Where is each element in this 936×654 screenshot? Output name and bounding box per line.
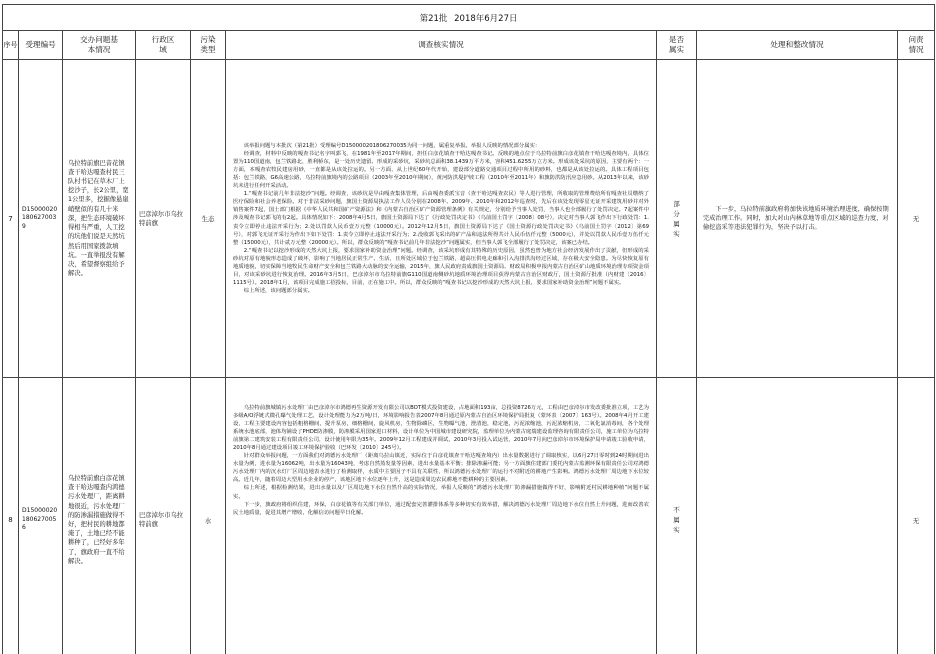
inspection-table bbox=[2, 4, 935, 654]
batch-date: 2018年6月27日 bbox=[454, 13, 518, 24]
row-no: 8 bbox=[3, 378, 19, 654]
table-row bbox=[3, 378, 935, 654]
header-id: 受理编号 bbox=[19, 31, 63, 60]
row-accountability: 无 bbox=[898, 378, 935, 654]
row-pollution: 水 bbox=[191, 378, 226, 654]
header-region: 行政区域 bbox=[136, 31, 191, 60]
row-issue: 乌拉特前旗巴音花镇查干哈达嘎查村民三队村书记在草木厂上挖沙子，长2公里，宽1公里多，挖掘像悬崖峭壁似的有几十米深，把生态环境破坏得相当严重，人工挖的坑他们说是天然坑然后用国家拨款填坑。一直举报没有解决，希望督察组给予解决。 bbox=[63, 60, 136, 378]
row-no: 7 bbox=[3, 60, 19, 378]
investigation-paragraph: 经调查，材料中反映的嘎查书记名字叫郭飞，在1981年至2017年期间，担任白彦花镇查干哈达嘎查书记。反映的地点位于乌拉特前旗白彦花镇查干哈达嘎查境内，具体位置为110国道南，包兰铁路北，胜利桥东，是一处历史遗留、形成的采砂坑，采砂坑总面积38.1439万平方米，容积451.6255万立方米。形成该处采坑的原因，主要有两个：一方面，本嘎查农牧民建房用砂，一直都是从该处拉运的。另一方面，从上世纪60年代开始，建设部分道路交通项目过程中所用的砂料，也都是从该处拉运的。具体工程项目包括：包兰铁路，G6高速公路，乌拉特前旗境内的公路项目（2003年至2010年期间），黄河防洪堤护坡工程（2010年至2011年）和旗防洪防汛应急用砂。从2013年以来，该砂坑未进行任何开采活动。 bbox=[233, 151, 649, 190]
row-valid-text: 部分属实 bbox=[673, 199, 680, 238]
investigation-paragraph: 下一步，旗政府将组织住建，环保，白彦花镇等有关部门单位，通过配套完善灌排体系等多种切实有效举措，解决鸿德污水处理厂周边地下水位自然上升问题，进而改善农民土地质量，促进其增产增收，化解信访问题早日化解。 bbox=[233, 501, 649, 516]
header-row bbox=[3, 31, 935, 60]
investigation-paragraph: 该举报问题与本批次（第21批）受理编号D150000201806270035为同一问题，属重复举报。举报人反映的情况部分属实： bbox=[243, 143, 541, 150]
row-id: D150000201806270039 bbox=[19, 60, 63, 378]
header-valid: 是否属实 bbox=[657, 31, 697, 60]
batch-label: 第21批 bbox=[419, 13, 448, 24]
investigation-paragraph: 2.“嘎查书记以挖沙形成的天然大坑上报，要求国家补助资金治理”问题。经调查，该采坑形成有其特殊的历史原因，虽然也曾为地方社会经济发展作出了贡献，但形成的采砂坑对原有地貌形态造成了破坏，影响了当地居民正常生产、生活，且所处区域位于包兰铁路，超高压供电走廊和引入沟排洪沟经过区域，存在极大安全隐患。为尽快恢复原有地质地貌，切实保障当地牧民生命财产安全和包兰铁路大动脉的安全运输，2015年，旗人民政府责成旗国土资源局、财政局积极申报内蒙古自治区矿山地质环境治理专项资金项目，对该采砂坑进行恢复治理。2016年3月5日，巴彦淖尔市乌拉特前旗G110国道南侧砂坑地质环境治理项目获得内蒙古自治区财政厅，国土资源厅批准（内财建〔2016〕1115号）。2018年1月，该项目完成施工招投标，目前，正在施工中。所以，群众反映的“嘎查书记以挖沙形成的天然大坑上报，要求国家补助资金治理”问题不属实。 bbox=[233, 247, 649, 286]
row-issue: 乌拉特前旗白彦花镇查干哈达嘎查内鸿德污水处理厂，距离耕地很近，污水处理厂的防渗漏措施做得不好，把村民的耕地都淹了，土地已经不能耕种了，已经好多年了，旗政府一直不给解决。 bbox=[63, 378, 136, 654]
row-investigation bbox=[226, 378, 657, 654]
header-issue: 交办问题基本情况 bbox=[63, 31, 136, 60]
row-accountability: 无 bbox=[898, 60, 935, 378]
row-action: 下一步，乌拉特前旗政府将加快该地质环境治理进度，确保按期完成治理工作。同时，加大对山内林草地等重点区域的巡查力度，对偷挖盗采等违法犯罪行为，坚决予以打击。 bbox=[697, 60, 898, 378]
investigation-paragraph: 针对群众举报问题，一方面我们对鸿德污水处理厂（距离乌拉山镇近，实际位于白彦花镇查干哈达嘎查境内）出水量数据进行了调取核实，以6月27日零时到24时期间进出水量为例，进水量为16062吨，出水量为16043吨，考虑自然蒸发量等因素，进出水量基本平衡；排除渗漏可能；另一方面旗住建部门委托内蒙古监测环保有限责任公司对鸿德污水处理厂内的沉水灯厂区周边地表水进行了检测取样，水质中主要因子不具有关联性，所以鸿德污水处理厂的运行不对附近的耕地产生影响。鸿德污水处理厂周边地下水位较高。近几年，随着周边大型用水企业的停产，该地区地下水位逐年上升，这是造成周边农民耕地不能耕种的主要因素。 bbox=[233, 453, 649, 484]
header-investigation: 调查核实情况 bbox=[226, 31, 657, 60]
row-region: 巴彦淖尔市乌拉特前旗 bbox=[136, 378, 191, 654]
investigation-paragraph: 1.“嘎查书记前几年非法挖沙”问题。经调查，该砂坑是早由嘎查集体管理，后由嘎查委派宝音（查干哈达嘎查农民）等人进行管理，所收取的管理费给所有嘎查社员缴纳了医疗保险和社会养老保险。对于非法采砂问题，旗国土资源局执法工作人员分别在2008年、2009年、2010年和2012年巡查时，先后在该处发现零星无证开采建筑用砂并对外销售案件7起，国土部门根据《中华人民共和国矿产资源法》和《内蒙古自治区矿产资源管理条例》有关规定，分别给予当事人处罚，当事人也全部履行了处罚决定。7起案件中涉及嘎查书记郭飞的有2起。具体情况如下：2008年4月5日，旗国土资源局下达了《行政处罚决定书》（乌前国土罚字〔2008〕08号），决定对当事人郭飞作出下行政处罚：1.责令立即停止违法开采行为；2.处以罚款人民币壹万元整（10000元）。2012年12月5日，旗国土资源局下达了《国土资源行政处罚决定书》（乌前国土罚字〔2012〕第69号），对郭飞无证开采行为作出下如下处罚：1.责令立即停止违法开采行为；2.没收郭飞采出的矿产品和违法所得共计人民币伍仟元整（5000元），并处以罚款人民币壹万伍仟元整（15000元），共计贰万元整（20000元）。所以，群众反映的“嘎查书记前几年非法挖沙”问题属实，但当事人郭飞全部履行了处罚决定，该案已办结。 bbox=[233, 191, 649, 246]
row-id: D150000201806270056 bbox=[19, 378, 63, 654]
header-no: 序号 bbox=[3, 31, 19, 60]
investigation-paragraph: 综上所述，根据检测结果，进出水量以及厂区周边地下水位自然升高的实际情况，举报人反映的“鸿德污水处理厂防渗漏措施做得不好，影响附近村民耕地种植”问题不属实。 bbox=[233, 485, 650, 500]
table-row bbox=[3, 60, 935, 378]
investigation-paragraph: 乌拉特前旗城镇污水处理厂由巴彦淖尔市鸿德再生资源开发有限公司以BOT模式投资建设，占地面积193亩，总投资8726万元，工程由巴彦淖尔市发改委批准立项，工艺为多级A/O浮链式微孔曝气处理工艺，设计处理能力为2万吨/日，环境影响报告表2007年8月通过原内蒙古自治区环境保护局批复（蒙环表〔2007〕163号）。2008年4月开工建设，工程主要建设内容包括粗格栅间，提升泵房，细格栅间，旋风机房，生物除磷区，生物曝气池，澄清池，稳定池，污泥浓缩池，污泥浓缩机房，二氧化氯消毒间，各个处理系统水池底部，池体均铺设了PHDE防渗膜，防渗膜采用国家进口材料，设计单位为中国城市建设研究院，监理单位为内蒙古庭瑞建设监理咨询有限责任公司，施工单位为乌拉特前旗第二建筑安装工程有限责任公司，设计使用年限为35年。2009年12月工程建成并调试，2010年3月投入试运营，2010年7月向巴彦淖尔市环境保护局申请竣工验收申请，2010年8月通过建设项目竣工环境保护验收（巴环发〔2010〕245号）。 bbox=[233, 405, 649, 452]
batch-banner bbox=[3, 5, 935, 31]
row-region: 巴彦淖尔市乌拉特前旗 bbox=[136, 60, 191, 378]
row-valid-text: 不属实 bbox=[673, 506, 680, 534]
investigation-paragraph: 综上所述，该问题部分属实。 bbox=[243, 287, 314, 294]
row-valid bbox=[657, 60, 697, 378]
row-investigation bbox=[226, 60, 657, 378]
row-action bbox=[697, 378, 898, 654]
header-action: 处理和整改情况 bbox=[697, 31, 898, 60]
row-pollution: 生态 bbox=[191, 60, 226, 378]
header-pollution: 污染类型 bbox=[191, 31, 226, 60]
row-valid bbox=[657, 378, 697, 654]
header-accountability: 问责情况 bbox=[898, 31, 935, 60]
